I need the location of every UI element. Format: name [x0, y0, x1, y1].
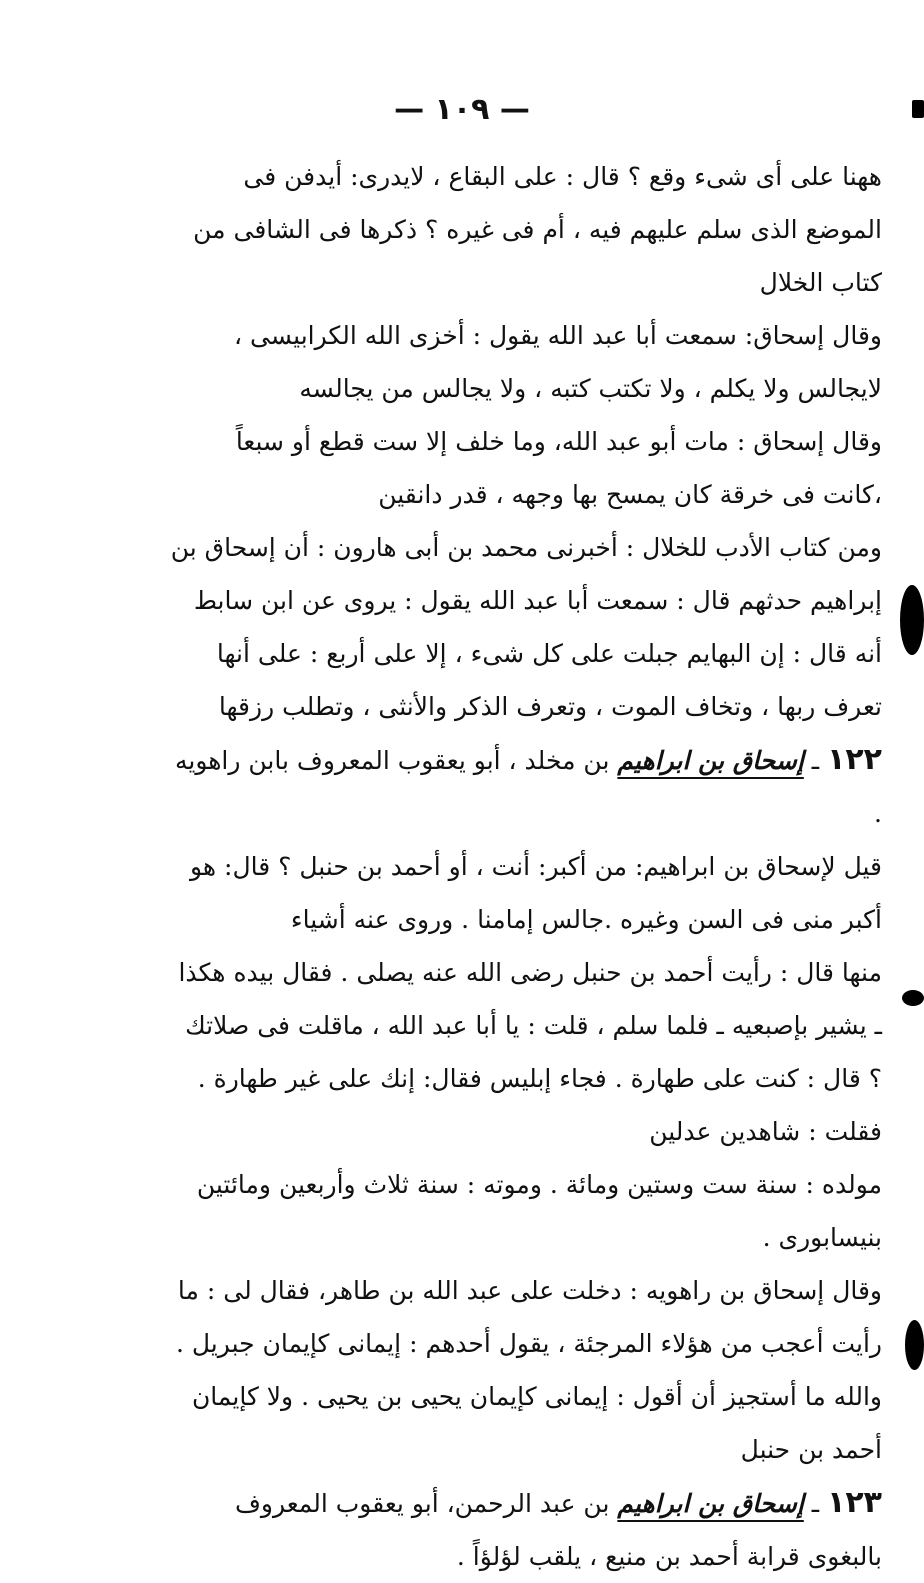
biography-entry-heading: ١٢٣ ـ إسحاق بن ابراهيم بن عبد الرحمن، أبو يعقوب المعروف بالبغوى قرابة أحمد بن منيع ، يلقب لؤلؤاً .: [234, 1485, 882, 1571]
entry-number: ١٢٢: [827, 742, 882, 777]
ink-blot: [900, 585, 924, 655]
biography-entry-heading: ١٢٢ ـ إسحاق بن ابراهيم بن مخلد ، أبو يعقوب المعروف بابن راهويه .: [174, 742, 882, 828]
paragraph: منها قال : رأيت أحمد بن حنبل رضى الله عنه يصلى . فقال بيده هكذا ـ يشير بإصبعيه ـ فلما سلم ، قلت : يا أبا عبد الله ، ماقلت فى صلاتك ؟ قال : كنت على طهارة . فجاء إبليس فقال: إنك على غير طهارة . فقلت : شاهدين عدلين: [178, 958, 882, 1146]
paragraph: قيل لإسحاق بن ابراهيم: من أكبر: أنت ، أو أحمد بن حنبل ؟ قال: هو أكبر منى فى السن وغيره .جالس إمامنا . وروى عنه أشياء: [190, 852, 882, 934]
entry-lineage: بن مخلد ، أبو يعقوب المعروف بابن راهويه .: [174, 746, 882, 828]
ink-blot: [905, 1320, 924, 1370]
paragraph: ومن كتاب الأدب للخلال : أخبرنى محمد بن أبى هارون : أن إسحاق بن إبراهيم حدثهم قال : سمعت أبا عبد الله يقول : يروى عن ابن سابط أنه قال : إن البهايم جبلت على كل شىء ، إلا على أربع : على أنها تعرف ربها ، وتخاف الموت ، وتعرف الذكر والأنثى ، وتطلب رزقها: [170, 533, 882, 721]
paragraph: مولده : سنة ست وستين ومائة . وموته : سنة ثلاث وأربعين ومائتين بنيسابورى .: [196, 1170, 882, 1252]
page-body: [170, 150, 882, 1583]
ink-blot: [902, 990, 924, 1006]
paragraph: ههنا على أى شىء وقع ؟ قال : على البقاع ، لايدرى: أيدفن فى الموضع الذى سلم عليهم فيه ، أم فى غيره ؟ ذكرها فى الشافى من كتاب الخلال: [193, 162, 882, 297]
paragraph: وقال إسحاق : مات أبو عبد الله، وما خلف إلا ست قطع أو سبعاً ،كانت فى خرقة كان يمسح بها وجهه ، قدر دانقين: [235, 427, 882, 509]
entry-number: ١٢٣: [827, 1485, 882, 1520]
entry-lineage: بن عبد الرحمن، أبو يعقوب المعروف بالبغوى قرابة أحمد بن منيع ، يلقب لؤلؤاً .: [234, 1489, 882, 1571]
ink-blot: [912, 100, 924, 118]
page-number: — ١٠٩ —: [394, 92, 530, 127]
paragraph: وقال إسحاق بن راهويه : دخلت على عبد الله بن طاهر، فقال لى : ما رأيت أعجب من هؤلاء المرجئة ، يقول أحدهم : إيمانى كإيمان جبريل . والله ما أستجيز أن أقول : إيمانى كإيمان يحيى بن يحيى . ولا كإيمان أحمد بن حنبل: [175, 1276, 882, 1464]
entry-name: إسحاق بن ابراهيم: [617, 746, 804, 775]
paragraph: وقال إسحاق: سمعت أبا عبد الله يقول : أخزى الله الكرابيسى ، لايجالس ولا يكلم ، ولا تكتب كتبه ، ولا يجالس من يجالسه: [234, 321, 882, 403]
entry-name: إسحاق بن ابراهيم: [617, 1489, 804, 1518]
